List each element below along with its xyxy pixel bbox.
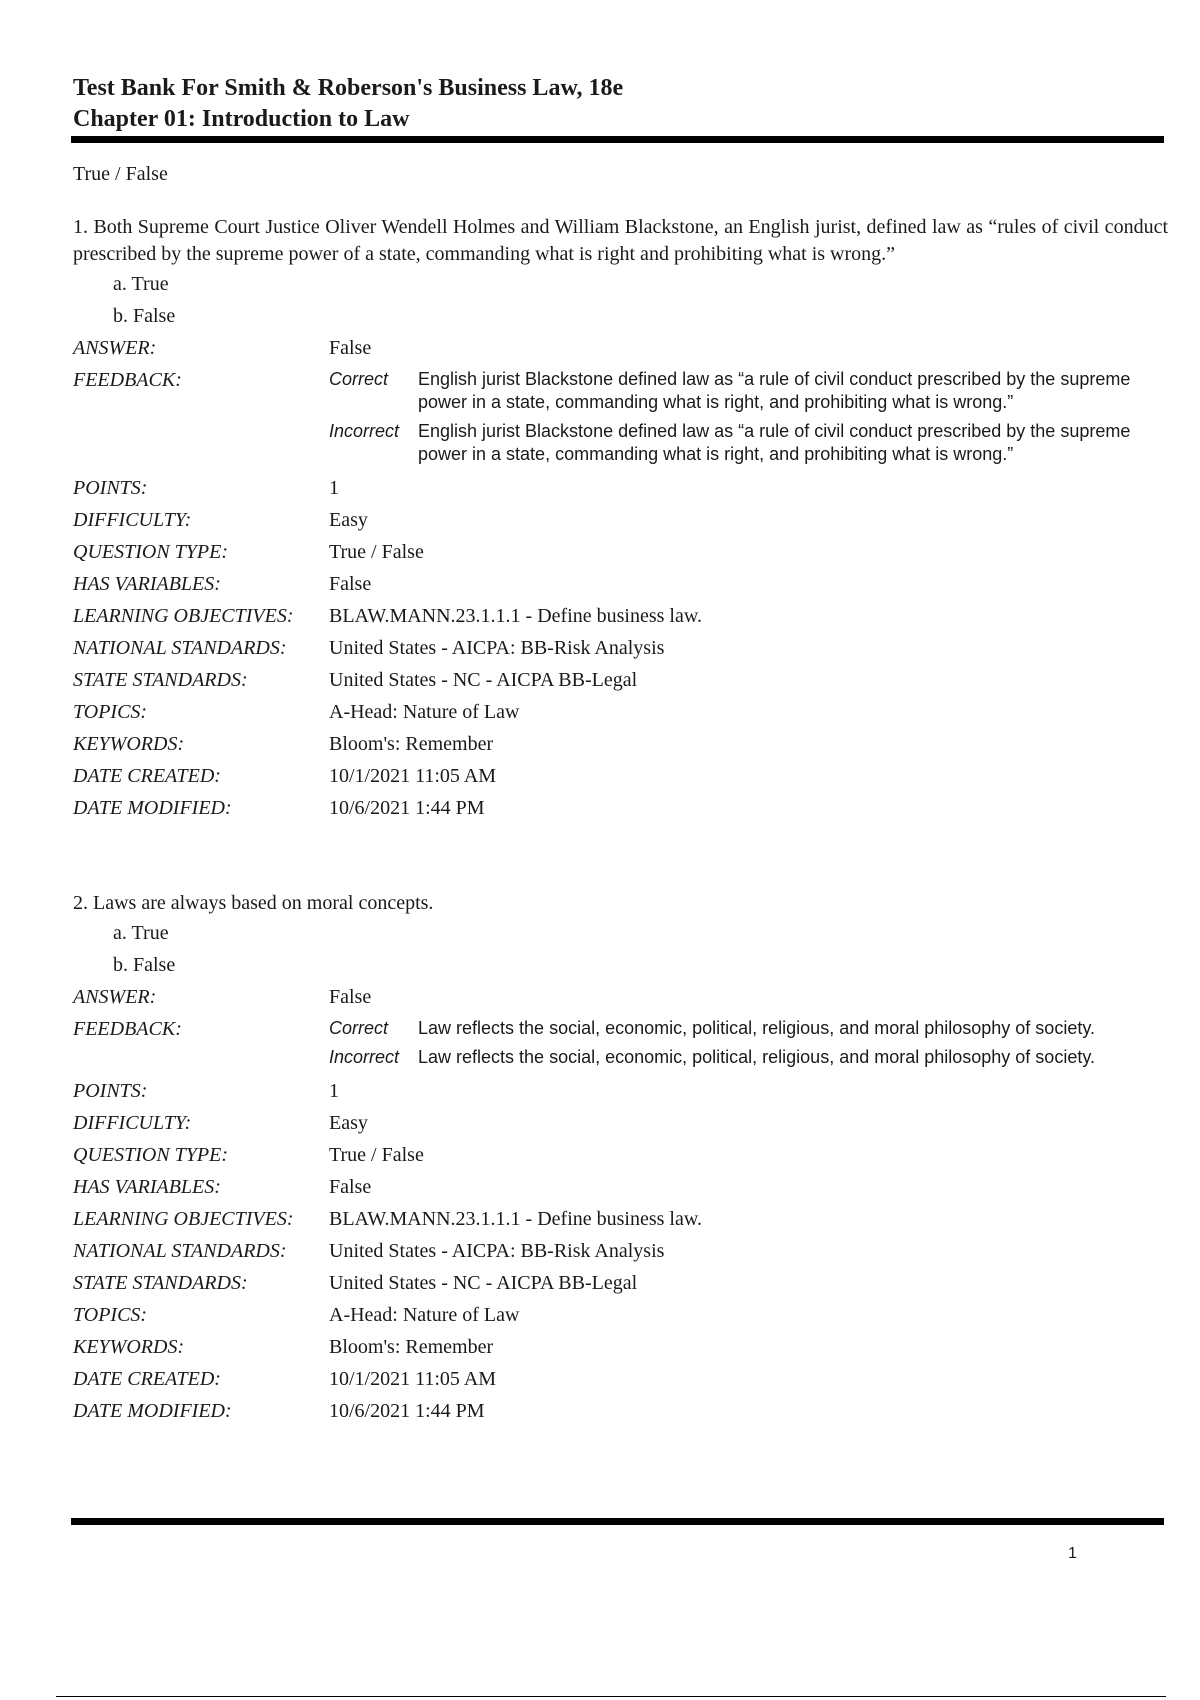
points-value: 1 [329, 477, 339, 499]
choice-a: a. True [113, 922, 169, 944]
choice-a: a. True [113, 273, 169, 295]
date-created-value: 10/1/2021 11:05 AM [329, 765, 497, 787]
topics-value: A-Head: Nature of Law [329, 701, 520, 723]
header-rule [71, 136, 1164, 143]
learning-objectives-row [73, 1203, 1168, 1235]
learning-objectives-value: BLAW.MANN.23.1.1.1 - Define business law. [329, 1208, 702, 1230]
feedback-kind: Incorrect [329, 1047, 400, 1067]
difficulty-value: Easy [329, 1112, 368, 1134]
difficulty-value: Easy [329, 509, 368, 531]
state-standards-label: STATE STANDARDS: [73, 1272, 248, 1294]
state-standards-value: United States - NC - AICPA BB-Legal [329, 1272, 638, 1294]
date-modified-label: DATE MODIFIED: [73, 797, 232, 819]
feedback-label: FEEDBACK: [73, 369, 182, 391]
points-label: POINTS: [73, 477, 148, 499]
has-variables-row [73, 1171, 1168, 1203]
choice-list [73, 917, 1168, 981]
feedback-correct [329, 368, 1168, 414]
question-1 [73, 214, 1168, 824]
question-type-row [73, 1139, 1168, 1171]
question-type-label: QUESTION TYPE: [73, 1144, 229, 1166]
question-type-value: True / False [329, 541, 424, 563]
feedback-label: FEEDBACK: [73, 1018, 182, 1040]
question-type-label: QUESTION TYPE: [73, 541, 229, 563]
question-stem: 1. Both Supreme Court Justice Oliver Wendell Holmes and William Blackstone, an English jurist, defined law as “rules of civil conduct prescribed by the supreme power of a state, commanding what is right and prohibiting what is wrong.” [73, 216, 1168, 265]
difficulty-row [73, 504, 1168, 536]
keywords-label: KEYWORDS: [73, 1336, 185, 1358]
national-standards-label: NATIONAL STANDARDS: [73, 637, 287, 659]
keywords-label: KEYWORDS: [73, 733, 185, 755]
answer-value: False [329, 986, 372, 1008]
answer-label: ANSWER: [73, 337, 157, 359]
question-stem: 2. Laws are always based on moral concepts. [73, 892, 434, 914]
national-standards-value: United States - AICPA: BB-Risk Analysis [329, 637, 665, 659]
choice-list [73, 268, 1168, 332]
learning-objectives-label: LEARNING OBJECTIVES: [73, 605, 294, 627]
keywords-value: Bloom's: Remember [329, 733, 494, 755]
date-modified-row [73, 792, 1168, 824]
page-bottom-edge [56, 1696, 1166, 1697]
points-label: POINTS: [73, 1080, 148, 1102]
feedback-text: Law reflects the social, economic, political, religious, and moral philosophy of society. [418, 1018, 1095, 1038]
header-title-line2: Chapter 01: Introduction to Law [73, 106, 410, 132]
feedback-text: Law reflects the social, economic, political, religious, and moral philosophy of society. [418, 1047, 1095, 1067]
topics-value: A-Head: Nature of Law [329, 1304, 520, 1326]
answer-label: ANSWER: [73, 986, 157, 1008]
date-created-value: 10/1/2021 11:05 AM [329, 1368, 497, 1390]
keywords-row [73, 1331, 1168, 1363]
answer-row [73, 981, 1168, 1013]
has-variables-row [73, 568, 1168, 600]
question-2 [73, 890, 1168, 1427]
keywords-row [73, 728, 1168, 760]
national-standards-row [73, 632, 1168, 664]
feedback-kind: Incorrect [329, 421, 400, 441]
feedback-correct [329, 1017, 1168, 1040]
feedback-incorrect [329, 420, 1168, 466]
state-standards-row [73, 664, 1168, 696]
choice-b: b. False [113, 954, 176, 976]
date-created-row [73, 1363, 1168, 1395]
section-label: True / False [73, 163, 168, 185]
feedback-row [73, 364, 1168, 472]
topics-row [73, 696, 1168, 728]
header-title-line1: Test Bank For Smith & Roberson's Business Law, 18e [73, 75, 624, 101]
national-standards-value: United States - AICPA: BB-Risk Analysis [329, 1240, 665, 1262]
national-standards-label: NATIONAL STANDARDS: [73, 1240, 287, 1262]
has-variables-value: False [329, 573, 372, 595]
has-variables-label: HAS VARIABLES: [73, 573, 221, 595]
learning-objectives-row [73, 600, 1168, 632]
has-variables-value: False [329, 1176, 372, 1198]
points-row [73, 472, 1168, 504]
learning-objectives-label: LEARNING OBJECTIVES: [73, 1208, 294, 1230]
topics-row [73, 1299, 1168, 1331]
date-created-label: DATE CREATED: [73, 1368, 221, 1390]
choice-b: b. False [113, 305, 176, 327]
feedback-incorrect [329, 1046, 1168, 1069]
date-modified-label: DATE MODIFIED: [73, 1400, 232, 1422]
date-modified-value: 10/6/2021 1:44 PM [329, 1400, 485, 1422]
has-variables-label: HAS VARIABLES: [73, 1176, 221, 1198]
state-standards-value: United States - NC - AICPA BB-Legal [329, 669, 638, 691]
keywords-value: Bloom's: Remember [329, 1336, 494, 1358]
date-modified-value: 10/6/2021 1:44 PM [329, 797, 485, 819]
date-created-row [73, 760, 1168, 792]
question-type-row [73, 536, 1168, 568]
state-standards-row [73, 1267, 1168, 1299]
page-number: 1 [1068, 1545, 1077, 1562]
feedback-text: English jurist Blackstone defined law as “a rule of civil conduct prescribed by the supreme power in a state, commanding what is right, and prohibiting what is wrong.” [418, 421, 1131, 464]
feedback-row [73, 1013, 1168, 1075]
state-standards-label: STATE STANDARDS: [73, 669, 248, 691]
answer-row [73, 332, 1168, 364]
topics-label: TOPICS: [73, 701, 148, 723]
points-value: 1 [329, 1080, 339, 1102]
difficulty-label: DIFFICULTY: [73, 1112, 192, 1134]
date-created-label: DATE CREATED: [73, 765, 221, 787]
topics-label: TOPICS: [73, 1304, 148, 1326]
learning-objectives-value: BLAW.MANN.23.1.1.1 - Define business law. [329, 605, 702, 627]
feedback-text: English jurist Blackstone defined law as “a rule of civil conduct prescribed by the supreme power in a state, commanding what is right, and prohibiting what is wrong.” [418, 369, 1131, 412]
footer-rule [71, 1518, 1164, 1525]
points-row [73, 1075, 1168, 1107]
date-modified-row [73, 1395, 1168, 1427]
feedback-block [329, 364, 1168, 472]
feedback-block [329, 1013, 1168, 1075]
feedback-kind: Correct [329, 1018, 389, 1038]
national-standards-row [73, 1235, 1168, 1267]
difficulty-row [73, 1107, 1168, 1139]
feedback-kind: Correct [329, 369, 389, 389]
question-type-value: True / False [329, 1144, 424, 1166]
answer-value: False [329, 337, 372, 359]
difficulty-label: DIFFICULTY: [73, 509, 192, 531]
document-header [73, 73, 1163, 135]
